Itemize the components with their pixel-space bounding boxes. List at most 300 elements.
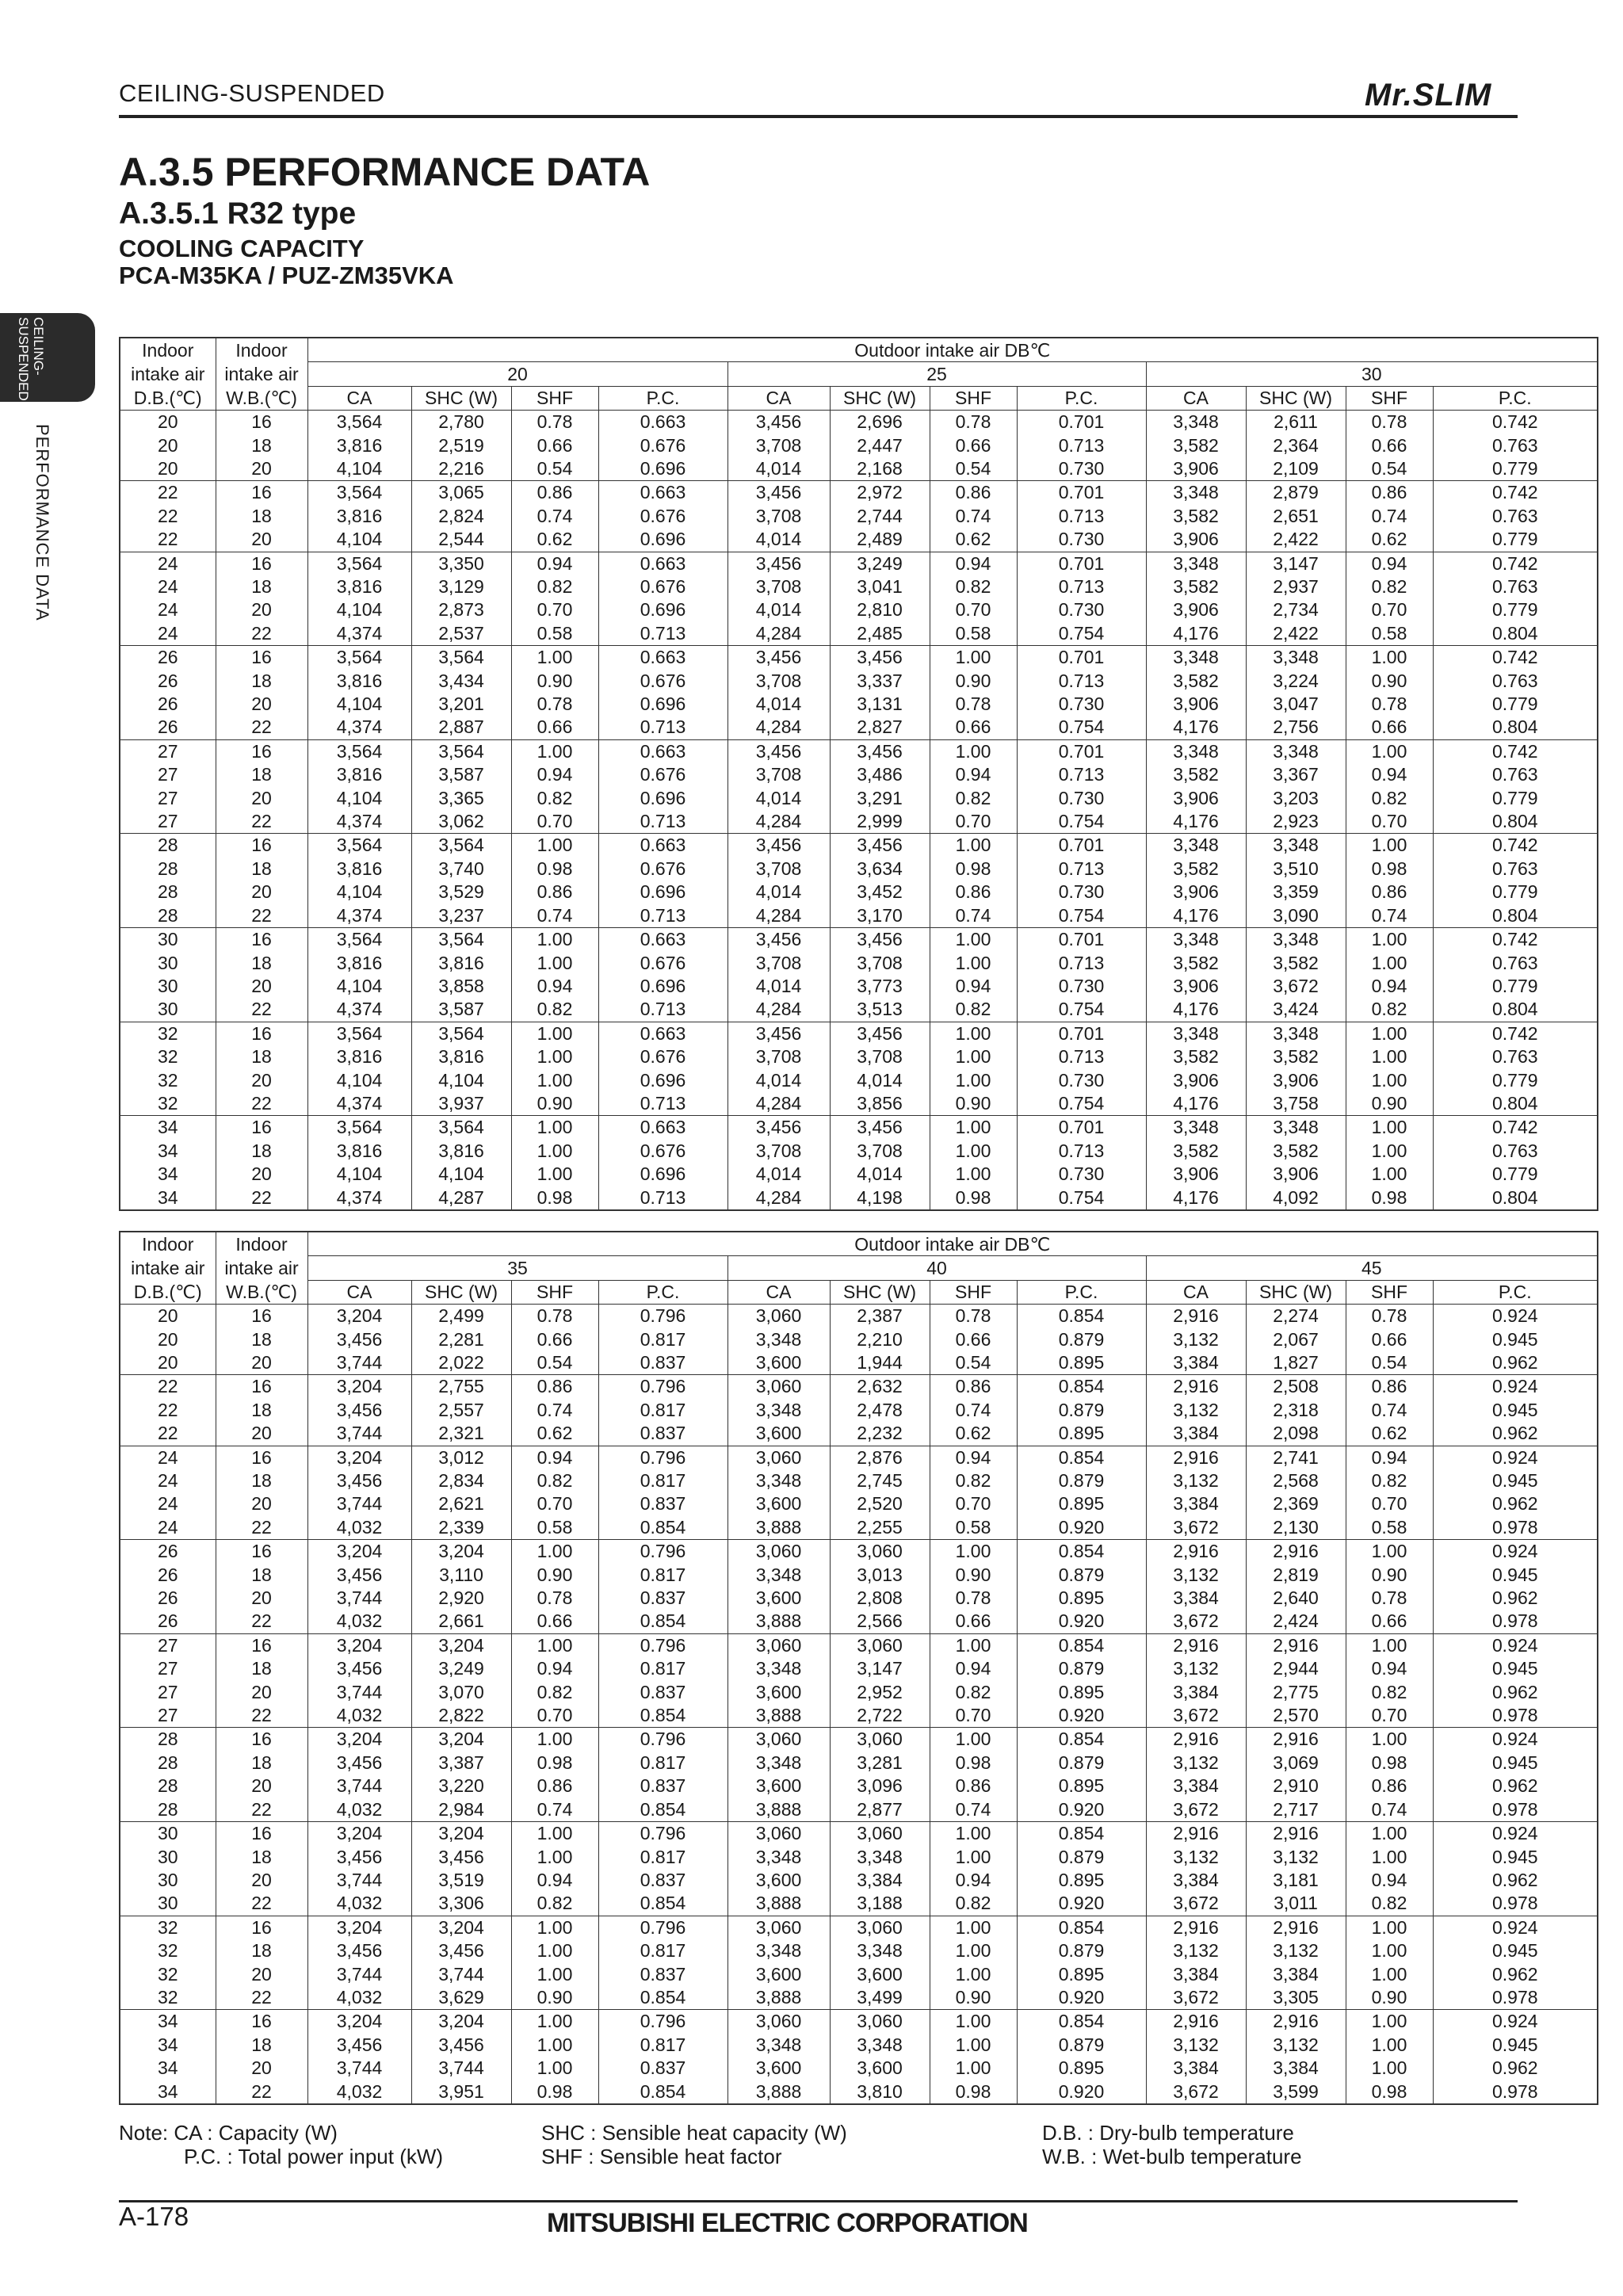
table-cell: 3,348 bbox=[1246, 928, 1346, 952]
table-cell: 0.837 bbox=[598, 1492, 727, 1515]
table-cell: 2,910 bbox=[1246, 1775, 1346, 1797]
table-cell: 0.779 bbox=[1433, 787, 1598, 810]
column-header: CA bbox=[307, 386, 411, 410]
outdoor-temp-header: 45 bbox=[1146, 1256, 1598, 1280]
table-cell: 0.66 bbox=[1346, 1328, 1433, 1351]
table-cell: 0.82 bbox=[1346, 575, 1433, 598]
table-cell: 0.78 bbox=[511, 1305, 598, 1328]
table-cell: 3,348 bbox=[727, 1657, 830, 1680]
table-cell: 2,916 bbox=[1146, 1375, 1246, 1399]
table-cell: 0.94 bbox=[1346, 1657, 1433, 1680]
table-cell: 1.00 bbox=[511, 2010, 598, 2034]
table-row bbox=[120, 1469, 1598, 1492]
table-cell: 0.74 bbox=[930, 1399, 1017, 1422]
table-cell: 4,104 bbox=[411, 1163, 511, 1186]
table-cell: 0.742 bbox=[1433, 834, 1598, 858]
table-cell: 3,564 bbox=[411, 928, 511, 952]
table-cell: 2,022 bbox=[411, 1351, 511, 1375]
table-cell: 0.663 bbox=[598, 739, 727, 763]
table-cell: 0.66 bbox=[930, 434, 1017, 457]
table-cell: 4,104 bbox=[307, 693, 411, 716]
company-name: MITSUBISHI ELECTRIC CORPORATION bbox=[547, 2208, 1028, 2238]
table-cell: 0.879 bbox=[1017, 1752, 1146, 1775]
table-cell: 0.879 bbox=[1017, 1846, 1146, 1869]
table-cell: 3,224 bbox=[1246, 670, 1346, 693]
table-cell: 0.663 bbox=[598, 411, 727, 434]
table-cell: 3,384 bbox=[1146, 1587, 1246, 1610]
table-cell: 1.00 bbox=[930, 952, 1017, 975]
table-cell: 32 bbox=[120, 1963, 216, 1986]
table-cell: 0.920 bbox=[1017, 1892, 1146, 1916]
table-cell: 0.730 bbox=[1017, 1069, 1146, 1092]
table-cell: 2,130 bbox=[1246, 1516, 1346, 1540]
table-cell: 0.86 bbox=[930, 481, 1017, 505]
table-cell: 18 bbox=[216, 763, 307, 786]
table-cell: 30 bbox=[120, 975, 216, 998]
intake-label: intake air bbox=[216, 362, 307, 386]
table-cell: 3,306 bbox=[411, 1892, 511, 1916]
table-cell: 3,744 bbox=[307, 1492, 411, 1515]
table-cell: 2,544 bbox=[411, 528, 511, 552]
table-cell: 3,060 bbox=[727, 1375, 830, 1399]
table-cell: 3,387 bbox=[411, 1752, 511, 1775]
performance-table-2 bbox=[119, 1231, 1598, 2105]
table-cell: 0.98 bbox=[511, 2080, 598, 2104]
table-cell: 2,570 bbox=[1246, 1704, 1346, 1728]
table-cell: 3,744 bbox=[307, 1351, 411, 1375]
table-cell: 2,722 bbox=[830, 1704, 930, 1728]
table-cell: 2,364 bbox=[1246, 434, 1346, 457]
table-cell: 3,456 bbox=[307, 1657, 411, 1680]
table-cell: 16 bbox=[216, 928, 307, 952]
table-cell: 0.779 bbox=[1433, 1163, 1598, 1186]
table-cell: 0.730 bbox=[1017, 787, 1146, 810]
table-cell: 24 bbox=[120, 1469, 216, 1492]
table-cell: 0.978 bbox=[1433, 1704, 1598, 1728]
table-cell: 0.78 bbox=[511, 1587, 598, 1610]
table-cell: 0.924 bbox=[1433, 1633, 1598, 1657]
table-cell: 2,741 bbox=[1246, 1446, 1346, 1469]
table-cell: 3,587 bbox=[411, 763, 511, 786]
table-cell: 2,916 bbox=[1146, 2010, 1246, 2034]
note-shc: SHC : Sensible heat capacity (W) bbox=[541, 2121, 847, 2145]
table-cell: 0.763 bbox=[1433, 575, 1598, 598]
table-cell: 0.74 bbox=[1346, 505, 1433, 528]
table-cell: 0.74 bbox=[511, 505, 598, 528]
table-cell: 3,708 bbox=[727, 1140, 830, 1163]
table-cell: 0.74 bbox=[930, 1798, 1017, 1822]
table-cell: 0.66 bbox=[1346, 716, 1433, 739]
table-cell: 3,060 bbox=[727, 2010, 830, 2034]
table-cell: 2,566 bbox=[830, 1610, 930, 1633]
table-cell: 3,203 bbox=[1246, 787, 1346, 810]
table-cell: 0.82 bbox=[930, 787, 1017, 810]
table-cell: 1.00 bbox=[1346, 1116, 1433, 1140]
table-cell: 3,291 bbox=[830, 787, 930, 810]
table-cell: 3,348 bbox=[727, 1752, 830, 1775]
table-cell: 0.804 bbox=[1433, 716, 1598, 739]
table-cell: 3,816 bbox=[307, 952, 411, 975]
table-cell: 0.713 bbox=[1017, 575, 1146, 598]
table-row bbox=[120, 1092, 1598, 1116]
table-cell: 22 bbox=[120, 528, 216, 552]
table-cell: 3,456 bbox=[307, 1564, 411, 1587]
table-cell: 3,510 bbox=[1246, 858, 1346, 881]
table-cell: 3,456 bbox=[307, 1752, 411, 1775]
table-cell: 4,176 bbox=[1146, 998, 1246, 1022]
table-row bbox=[120, 670, 1598, 693]
table-cell: 0.742 bbox=[1433, 481, 1598, 505]
column-header: SHF bbox=[1346, 386, 1433, 410]
note-db: D.B. : Dry-bulb temperature bbox=[1042, 2121, 1294, 2145]
table-cell: 2,920 bbox=[411, 1587, 511, 1610]
table-cell: 0.90 bbox=[930, 1986, 1017, 2010]
table-cell: 0.879 bbox=[1017, 1328, 1146, 1351]
table-cell: 3,365 bbox=[411, 787, 511, 810]
table-cell: 0.90 bbox=[930, 1564, 1017, 1587]
table-cell: 0.86 bbox=[1346, 881, 1433, 904]
table-cell: 0.713 bbox=[1017, 858, 1146, 881]
table-cell: 0.713 bbox=[598, 1186, 727, 1210]
table-cell: 0.94 bbox=[930, 975, 1017, 998]
table-cell: 3,672 bbox=[1146, 1704, 1246, 1728]
table-cell: 0.90 bbox=[511, 1564, 598, 1587]
table-row bbox=[120, 1939, 1598, 1962]
table-cell: 0.945 bbox=[1433, 1469, 1598, 1492]
table-cell: 0.854 bbox=[598, 1610, 727, 1633]
table-cell: 3,906 bbox=[1146, 1163, 1246, 1186]
note-ca: Note: CA : Capacity (W) bbox=[119, 2121, 338, 2145]
table-cell: 3,773 bbox=[830, 975, 930, 998]
table-cell: 2,916 bbox=[1146, 1916, 1246, 1939]
table-cell: 3,564 bbox=[411, 1116, 511, 1140]
table-cell: 0.663 bbox=[598, 552, 727, 575]
table-cell: 3,600 bbox=[727, 2057, 830, 2080]
table-cell: 1.00 bbox=[511, 952, 598, 975]
table-cell: 32 bbox=[120, 1069, 216, 1092]
table-cell: 28 bbox=[120, 904, 216, 928]
brand-logo: Mr.SLIM bbox=[1365, 78, 1492, 113]
table-cell: 30 bbox=[120, 1892, 216, 1916]
table-cell: 0.94 bbox=[511, 1657, 598, 1680]
table-row bbox=[120, 1704, 1598, 1728]
table-cell: 3,348 bbox=[1246, 739, 1346, 763]
table-cell: 3,384 bbox=[1146, 1775, 1246, 1797]
table-cell: 0.98 bbox=[1346, 858, 1433, 881]
table-cell: 16 bbox=[216, 739, 307, 763]
table-cell: 1.00 bbox=[1346, 646, 1433, 670]
table-cell: 34 bbox=[120, 1186, 216, 1210]
table-cell: 1.00 bbox=[511, 1633, 598, 1657]
table-cell: 34 bbox=[120, 1140, 216, 1163]
table-cell: 3,132 bbox=[1246, 1939, 1346, 1962]
table-cell: 0.796 bbox=[598, 1446, 727, 1469]
table-cell: 0.924 bbox=[1433, 1822, 1598, 1846]
table-cell: 18 bbox=[216, 858, 307, 881]
table-cell: 20 bbox=[120, 457, 216, 481]
table-cell: 1.00 bbox=[1346, 834, 1433, 858]
table-cell: 0.90 bbox=[511, 1092, 598, 1116]
table-cell: 0.945 bbox=[1433, 1846, 1598, 1869]
table-cell: 3,816 bbox=[307, 763, 411, 786]
table-cell: 3,348 bbox=[1146, 646, 1246, 670]
table-cell: 1.00 bbox=[930, 2010, 1017, 2034]
table-cell: 0.78 bbox=[1346, 1587, 1433, 1610]
table-cell: 1.00 bbox=[930, 1963, 1017, 1986]
table-cell: 0.920 bbox=[1017, 1986, 1146, 2010]
table-row bbox=[120, 1657, 1598, 1680]
table-cell: 3,456 bbox=[727, 834, 830, 858]
table-cell: 0.90 bbox=[511, 670, 598, 693]
table-cell: 3,744 bbox=[307, 1963, 411, 1986]
table-cell: 2,232 bbox=[830, 1422, 930, 1446]
table-cell: 3,564 bbox=[307, 646, 411, 670]
table-cell: 3,600 bbox=[727, 1351, 830, 1375]
table-cell: 3,529 bbox=[411, 881, 511, 904]
table-cell: 1.00 bbox=[930, 739, 1017, 763]
table-cell: 1.00 bbox=[1346, 1140, 1433, 1163]
table-cell: 27 bbox=[120, 787, 216, 810]
table-cell: 1.00 bbox=[511, 1022, 598, 1045]
table-cell: 3,201 bbox=[411, 693, 511, 716]
table-cell: 3,600 bbox=[830, 2057, 930, 2080]
table-cell: 0.796 bbox=[598, 1822, 727, 1846]
table-cell: 3,060 bbox=[830, 1540, 930, 1564]
table-cell: 0.962 bbox=[1433, 1775, 1598, 1797]
table-cell: 3,452 bbox=[830, 881, 930, 904]
table-cell: 0.854 bbox=[598, 2080, 727, 2104]
table-cell: 3,888 bbox=[727, 1610, 830, 1633]
table-row bbox=[120, 598, 1598, 621]
table-cell: 0.854 bbox=[1017, 1728, 1146, 1752]
table-cell: 0.763 bbox=[1433, 1045, 1598, 1068]
table-cell: 0.82 bbox=[930, 575, 1017, 598]
table-cell: 0.817 bbox=[598, 2034, 727, 2057]
table-cell: 4,104 bbox=[307, 457, 411, 481]
table-cell: 0.701 bbox=[1017, 834, 1146, 858]
table-cell: 22 bbox=[216, 622, 307, 646]
side-tab[interactable] bbox=[0, 313, 95, 402]
table-cell: 3,582 bbox=[1246, 952, 1346, 975]
table-cell: 0.70 bbox=[511, 810, 598, 834]
table-cell: 0.58 bbox=[511, 622, 598, 646]
table-cell: 4,014 bbox=[830, 1069, 930, 1092]
table-cell: 24 bbox=[120, 598, 216, 621]
table-cell: 3,337 bbox=[830, 670, 930, 693]
table-cell: 3,060 bbox=[727, 1728, 830, 1752]
table-cell: 3,634 bbox=[830, 858, 930, 881]
table-cell: 0.98 bbox=[511, 1186, 598, 1210]
table-cell: 1.00 bbox=[1346, 1069, 1433, 1092]
table-cell: 18 bbox=[216, 1045, 307, 1068]
table-cell: 20 bbox=[120, 1305, 216, 1328]
intake-label: intake air bbox=[216, 1256, 307, 1280]
table-cell: 0.94 bbox=[930, 1869, 1017, 1892]
table-cell: 28 bbox=[120, 1728, 216, 1752]
table-cell: 3,600 bbox=[727, 1963, 830, 1986]
table-cell: 0.895 bbox=[1017, 1775, 1146, 1797]
table-cell: 0.920 bbox=[1017, 1798, 1146, 1822]
table-cell: 0.86 bbox=[930, 1375, 1017, 1399]
table-cell: 3,744 bbox=[307, 1775, 411, 1797]
table-cell: 0.978 bbox=[1433, 1986, 1598, 2010]
table-cell: 20 bbox=[216, 787, 307, 810]
table-cell: 2,537 bbox=[411, 622, 511, 646]
performance-table-1 bbox=[119, 337, 1598, 1211]
table-row bbox=[120, 1681, 1598, 1704]
table-cell: 3,672 bbox=[1146, 1892, 1246, 1916]
table-cell: 34 bbox=[120, 1163, 216, 1186]
table-cell: 18 bbox=[216, 1752, 307, 1775]
table-cell: 4,374 bbox=[307, 622, 411, 646]
table-cell: 1.00 bbox=[930, 1069, 1017, 1092]
table-cell: 0.94 bbox=[1346, 975, 1433, 998]
table-cell: 0.701 bbox=[1017, 552, 1146, 575]
table-cell: 3,348 bbox=[727, 1469, 830, 1492]
table-cell: 3,672 bbox=[1146, 1986, 1246, 2010]
table-cell: 0.54 bbox=[511, 457, 598, 481]
table-cell: 4,104 bbox=[307, 598, 411, 621]
table-cell: 3,600 bbox=[727, 1681, 830, 1704]
table-cell: 0.924 bbox=[1433, 1375, 1598, 1399]
table-cell: 1.00 bbox=[511, 2034, 598, 2057]
table-cell: 2,339 bbox=[411, 1516, 511, 1540]
table-cell: 0.837 bbox=[598, 1775, 727, 1797]
table-cell: 3,011 bbox=[1246, 1892, 1346, 1916]
table-cell: 3,456 bbox=[727, 552, 830, 575]
table-cell: 0.895 bbox=[1017, 1681, 1146, 1704]
table-cell: 0.713 bbox=[1017, 670, 1146, 693]
table-cell: 3,132 bbox=[1146, 2034, 1246, 2057]
table-cell: 0.895 bbox=[1017, 1587, 1146, 1610]
table-cell: 3,204 bbox=[307, 1375, 411, 1399]
table-cell: 2,281 bbox=[411, 1328, 511, 1351]
table-cell: 3,348 bbox=[830, 1939, 930, 1962]
table-cell: 0.78 bbox=[1346, 1305, 1433, 1328]
table-cell: 3,856 bbox=[830, 1092, 930, 1116]
table-cell: 18 bbox=[216, 1328, 307, 1351]
table-cell: 3,906 bbox=[1146, 457, 1246, 481]
table-cell: 26 bbox=[120, 1540, 216, 1564]
table-cell: 0.804 bbox=[1433, 622, 1598, 646]
table-cell: 0.837 bbox=[598, 1963, 727, 1986]
table-cell: 3,060 bbox=[727, 1633, 830, 1657]
table-cell: 3,456 bbox=[727, 928, 830, 952]
table-cell: 3,600 bbox=[727, 1869, 830, 1892]
capacity-type: COOLING CAPACITY bbox=[119, 235, 365, 262]
table-cell: 0.82 bbox=[930, 1681, 1017, 1704]
table-cell: 2,916 bbox=[1146, 1728, 1246, 1752]
table-cell: 2,640 bbox=[1246, 1587, 1346, 1610]
table-cell: 22 bbox=[216, 1092, 307, 1116]
table-cell: 3,744 bbox=[307, 2057, 411, 2080]
table-cell: 4,104 bbox=[307, 881, 411, 904]
table-cell: 3,456 bbox=[727, 1116, 830, 1140]
table-cell: 30 bbox=[120, 1869, 216, 1892]
table-cell: 3,060 bbox=[727, 1540, 830, 1564]
table-cell: 0.676 bbox=[598, 575, 727, 598]
table-cell: 0.796 bbox=[598, 1540, 727, 1564]
table-row bbox=[120, 1186, 1598, 1210]
table-cell: 0.58 bbox=[930, 622, 1017, 646]
table-cell: 3,132 bbox=[1246, 2034, 1346, 2057]
table-cell: 3,600 bbox=[727, 1422, 830, 1446]
table-cell: 0.701 bbox=[1017, 1022, 1146, 1045]
table-row bbox=[120, 622, 1598, 646]
table-cell: 3,600 bbox=[727, 1492, 830, 1515]
table-cell: 0.837 bbox=[598, 1681, 727, 1704]
table-cell: 18 bbox=[216, 1846, 307, 1869]
table-cell: 18 bbox=[216, 952, 307, 975]
table-cell: 3,132 bbox=[1146, 1564, 1246, 1587]
intake-label: intake air bbox=[120, 1256, 216, 1280]
table-cell: 3,359 bbox=[1246, 881, 1346, 904]
table-cell: 2,274 bbox=[1246, 1305, 1346, 1328]
table-cell: 22 bbox=[120, 1399, 216, 1422]
table-cell: 0.730 bbox=[1017, 528, 1146, 552]
table-cell: 0.696 bbox=[598, 528, 727, 552]
table-cell: 30 bbox=[120, 998, 216, 1022]
table-cell: 4,014 bbox=[727, 881, 830, 904]
table-cell: 0.895 bbox=[1017, 1422, 1146, 1446]
table-cell: 0.94 bbox=[1346, 1869, 1433, 1892]
table-cell: 3,348 bbox=[1246, 1022, 1346, 1045]
table-cell: 3,204 bbox=[411, 1916, 511, 1939]
table-cell: 32 bbox=[120, 1916, 216, 1939]
page-number: A-178 bbox=[119, 2202, 189, 2231]
table-cell: 1.00 bbox=[930, 1822, 1017, 1846]
table-cell: 0.713 bbox=[1017, 1045, 1146, 1068]
table-cell: 3,132 bbox=[1146, 1328, 1246, 1351]
table-cell: 2,321 bbox=[411, 1422, 511, 1446]
column-header: SHF bbox=[511, 1280, 598, 1304]
table-cell: 20 bbox=[216, 975, 307, 998]
table-cell: 0.920 bbox=[1017, 2080, 1146, 2104]
table-cell: 3,564 bbox=[411, 646, 511, 670]
table-cell: 0.854 bbox=[598, 1704, 727, 1728]
table-cell: 2,916 bbox=[1246, 1633, 1346, 1657]
table-cell: 3,456 bbox=[830, 928, 930, 952]
table-row bbox=[120, 1351, 1598, 1375]
table-row bbox=[120, 2010, 1598, 2034]
table-row bbox=[120, 2034, 1598, 2057]
table-cell: 0.98 bbox=[511, 1752, 598, 1775]
table-cell: 2,916 bbox=[1246, 1728, 1346, 1752]
table-row bbox=[120, 998, 1598, 1022]
table-cell: 4,104 bbox=[307, 528, 411, 552]
table-cell: 2,611 bbox=[1246, 411, 1346, 434]
table-cell: 0.66 bbox=[511, 716, 598, 739]
table-cell: 1.00 bbox=[930, 2057, 1017, 2080]
table-cell: 0.66 bbox=[1346, 1610, 1433, 1633]
table-cell: 0.696 bbox=[598, 975, 727, 998]
table-cell: 0.945 bbox=[1433, 1399, 1598, 1422]
table-row bbox=[120, 1022, 1598, 1045]
table-cell: 4,014 bbox=[727, 693, 830, 716]
table-cell: 1.00 bbox=[511, 1045, 598, 1068]
model-name: PCA-M35KA / PUZ-ZM35VKA bbox=[119, 262, 454, 289]
table-cell: 3,090 bbox=[1246, 904, 1346, 928]
table-cell: 0.837 bbox=[598, 1351, 727, 1375]
table-cell: 20 bbox=[216, 1422, 307, 1446]
table-cell: 4,092 bbox=[1246, 1186, 1346, 1210]
table-cell: 2,485 bbox=[830, 622, 930, 646]
table-cell: 30 bbox=[120, 1822, 216, 1846]
table-cell: 0.779 bbox=[1433, 598, 1598, 621]
table-cell: 0.754 bbox=[1017, 810, 1146, 834]
table-cell: 3,564 bbox=[307, 834, 411, 858]
table-cell: 3,600 bbox=[727, 1587, 830, 1610]
